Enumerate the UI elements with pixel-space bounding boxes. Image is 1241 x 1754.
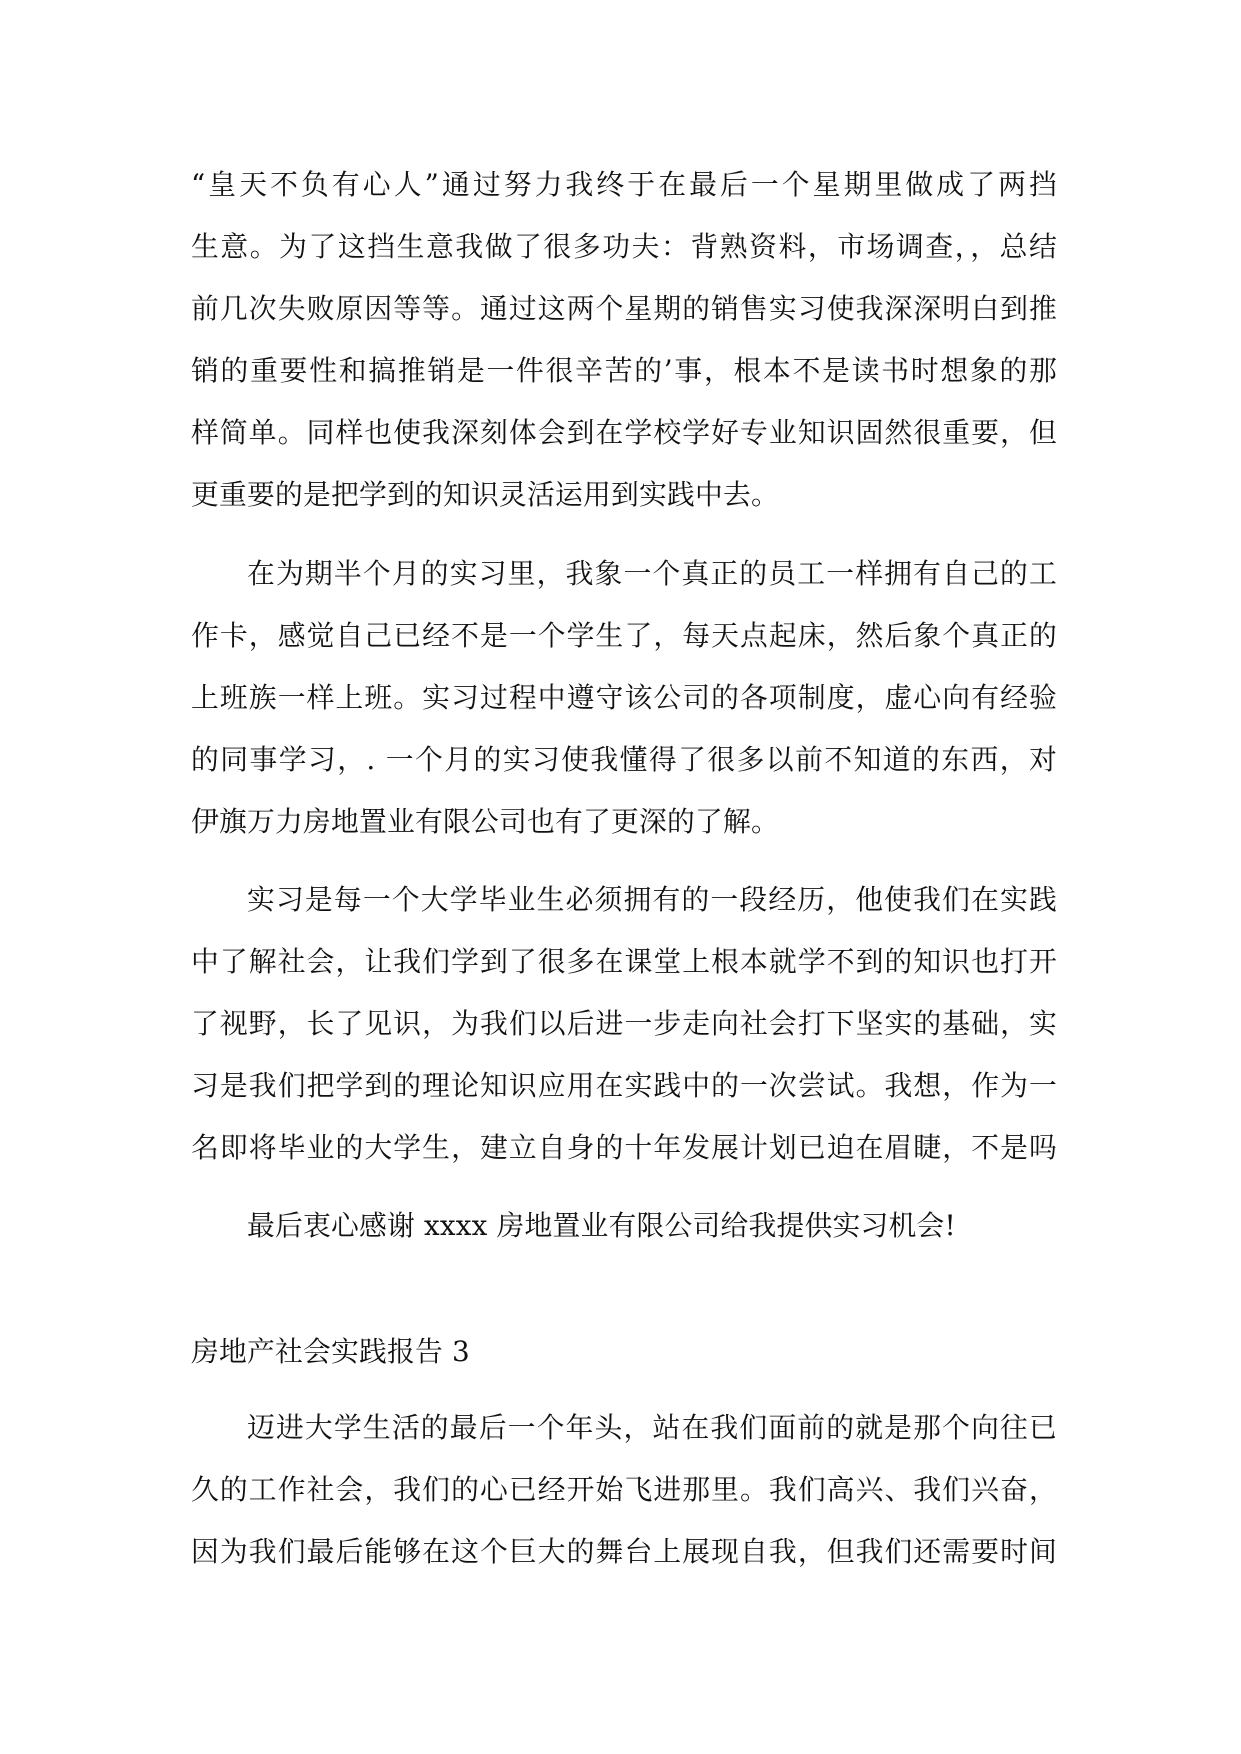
text-line: 因为我们最后能够在这个巨大的舞台上展现自我，但我们还需要时间 xyxy=(191,1535,1057,1568)
text-line: 实习是每一个大学毕业生必须拥有的一段经历，他使我们在实践 xyxy=(247,883,1057,916)
text-line: 迈进大学生活的最后一个年头，站在我们面前的就是那个向往已 xyxy=(247,1411,1057,1444)
text-line: 久的工作社会，我们的心已经开始飞进那里。我们高兴、我们兴奋， xyxy=(191,1473,1057,1506)
section-heading: 房地产社会实践报告 3 xyxy=(191,1335,470,1368)
text-line: 在为期半个月的实习里，我象一个真正的员工一样拥有自己的工 xyxy=(247,557,1057,590)
text-line: 销的重要性和搞推销是一件很辛苦的’事，根本不是读书时想象的那 xyxy=(191,354,1057,387)
text-line: “皇天不负有心人”通过努力我终于在最后一个星期里做成了两挡 xyxy=(191,168,1057,201)
text-line: 了视野，长了见识，为我们以后进一步走向社会打下坚实的基础，实 xyxy=(191,1007,1057,1040)
text-line: 伊旗万力房地置业有限公司也有了更深的了解。 xyxy=(191,805,779,838)
text-line: 习是我们把学到的理论知识应用在实践中的一次尝试。我想，作为一 xyxy=(191,1069,1057,1102)
text-line: 生意。为了这挡生意我做了很多功夫：背熟资料，市场调查，，总结 xyxy=(191,230,1057,263)
text-line: 名即将毕业的大学生，建立自身的十年发展计划已迫在眉睫，不是吗 xyxy=(191,1131,1057,1164)
text-line: 更重要的是把学到的知识灵活运用到实践中去。 xyxy=(191,478,779,511)
text-line: 样简单。同样也使我深刻体会到在学校学好专业知识固然很重要，但 xyxy=(191,416,1057,449)
text-line: 中了解社会，让我们学到了很多在课堂上根本就学不到的知识也打开 xyxy=(191,945,1057,978)
text-line: 的同事学习，. 一个月的实习使我懂得了很多以前不知道的东西，对 xyxy=(191,743,1057,776)
text-line: 前几次失败原因等等。通过这两个星期的销售实习使我深深明白到推 xyxy=(191,292,1057,325)
text-line: 上班族一样上班。实习过程中遵守该公司的各项制度，虚心向有经验 xyxy=(191,681,1057,714)
text-line: 最后衷心感谢 xxxx 房地置业有限公司给我提供实习机会! xyxy=(247,1209,956,1242)
text-line: 作卡，感觉自己已经不是一个学生了，每天点起床，然后象个真正的 xyxy=(191,619,1057,652)
